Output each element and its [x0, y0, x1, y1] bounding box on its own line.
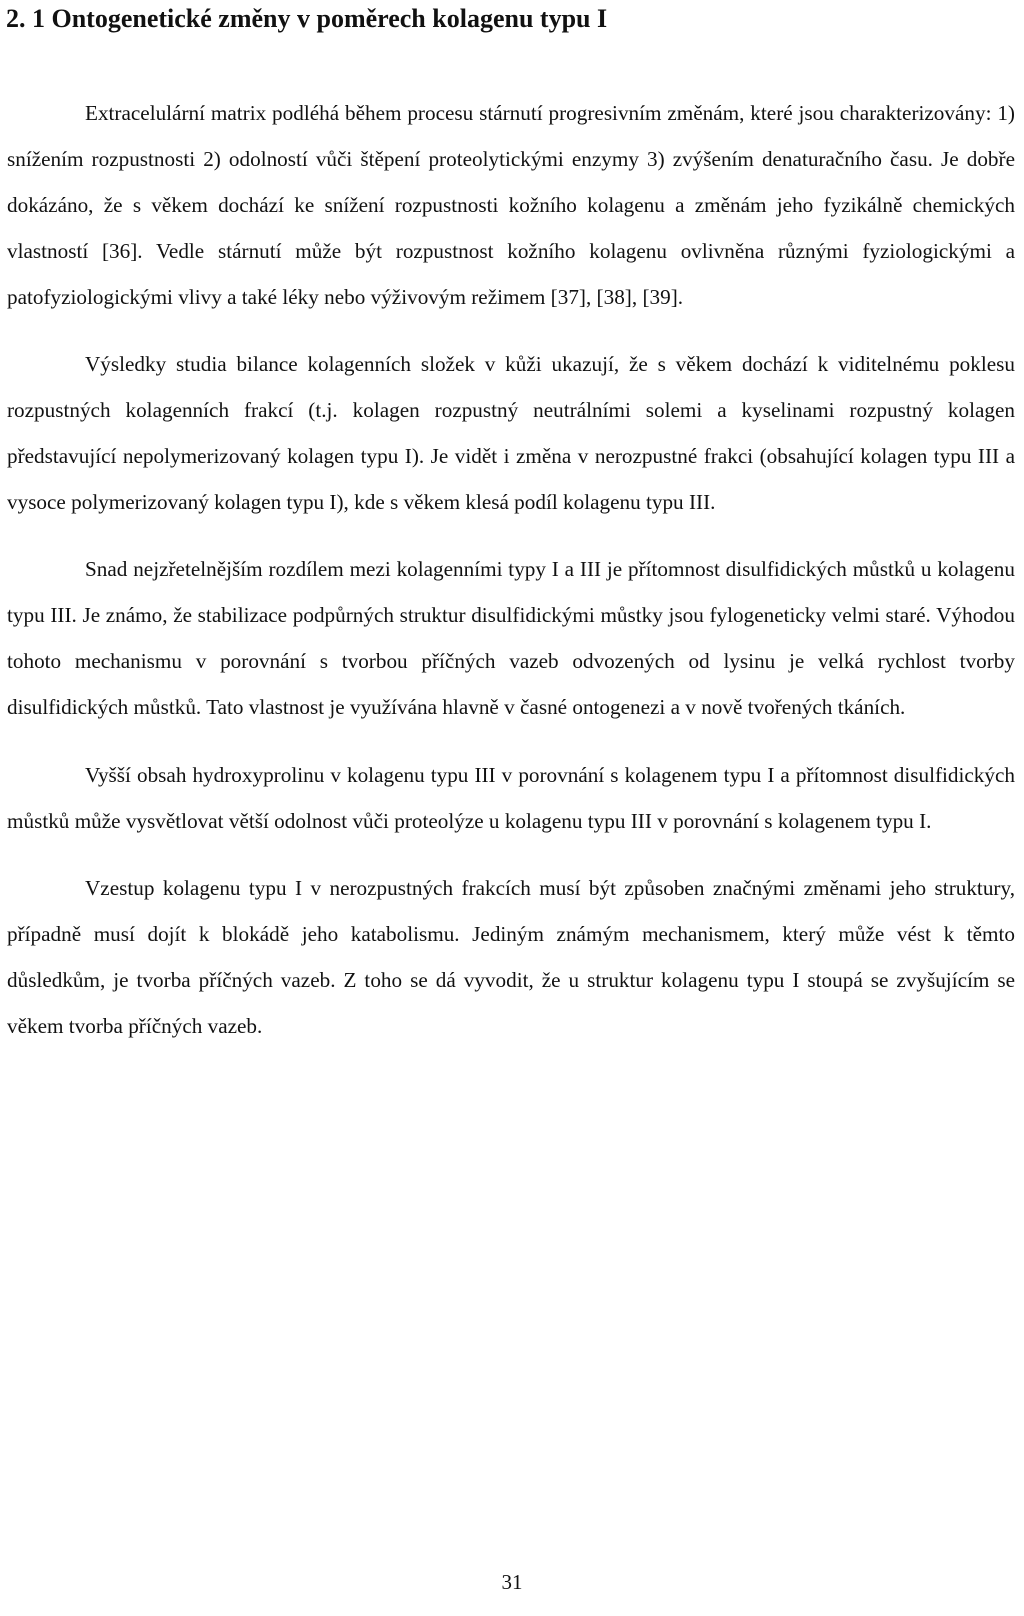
paragraph-3: Snad nejzřetelnějším rozdílem mezi kolagenními typy I a III je přítomnost disulfidických můstků u kolagenu typu III. Je známo, že stabilizace podpůrných struktur disulfidickými můstky jsou fylogeneticky velmi staré. Výhodou tohoto mechanismu v porovnání s tvorbou příčných vazeb odvozených od lysinu je velká rychlost tvorby disulfidických můstků. Tato vlastnost je využívána hlavně v časné ontogenezi a v nově tvořených tkáních. [7, 557, 1015, 719]
document-body [7, 90, 1015, 1049]
page-number: 31 [501, 1570, 523, 1594]
paragraph-5: Vzestup kolagenu typu I v nerozpustných frakcích musí být způsoben značnými změnami jeho struktury, případně musí dojít k blokádě jeho katabolismu. Jediným známým mechanismem, který může vést k těmto důsledkům, je tvorba příčných vazeb. Z toho se dá vyvodit, že u struktur kolagenu typu I stoupá se zvyšujícím se věkem tvorba příčných vazeb. [7, 876, 1015, 1038]
paragraph-2: Výsledky studia bilance kolagenních složek v kůži ukazují, že s věkem dochází k viditelnému poklesu rozpustných kolagenních frakcí (t.j. kolagen rozpustný neutrálními solemi a kyselinami rozpustný kolagen představující nepolymerizovaný kolagen typu I). Je vidět i změna v nerozpustné frakci (obsahující kolagen typu III a vysoce polymerizovaný kolagen typu I), kde s věkem klesá podíl kolagenu typu III. [7, 352, 1015, 514]
section-heading: 2. 1 Ontogenetické změny v poměrech kolagenu typu I [6, 4, 608, 33]
paragraph-4: Vyšší obsah hydroxyprolinu v kolagenu typu III v porovnání s kolagenem typu I a přítomnost disulfidických můstků může vysvětlovat větší odolnost vůči proteolýze u kolagenu typu III v porovnání s kolagenem typu I. [7, 763, 1015, 833]
paragraph-1: Extracelulární matrix podléhá během procesu stárnutí progresivním změnám, které jsou charakterizovány: 1) snížením rozpustnosti 2) odolností vůči štěpení proteolytickými enzymy 3) zvýšením denaturačního času. Je dobře dokázáno, že s věkem dochází ke snížení rozpustnosti kožního kolagenu a změnám jeho fyzikálně chemických vlastností [36]. Vedle stárnutí může být rozpustnost kožního kolagenu ovlivněna různými fyziologickými a patofyziologickými vlivy a také léky nebo výživovým režimem [37], [38], [39]. [7, 101, 1015, 309]
